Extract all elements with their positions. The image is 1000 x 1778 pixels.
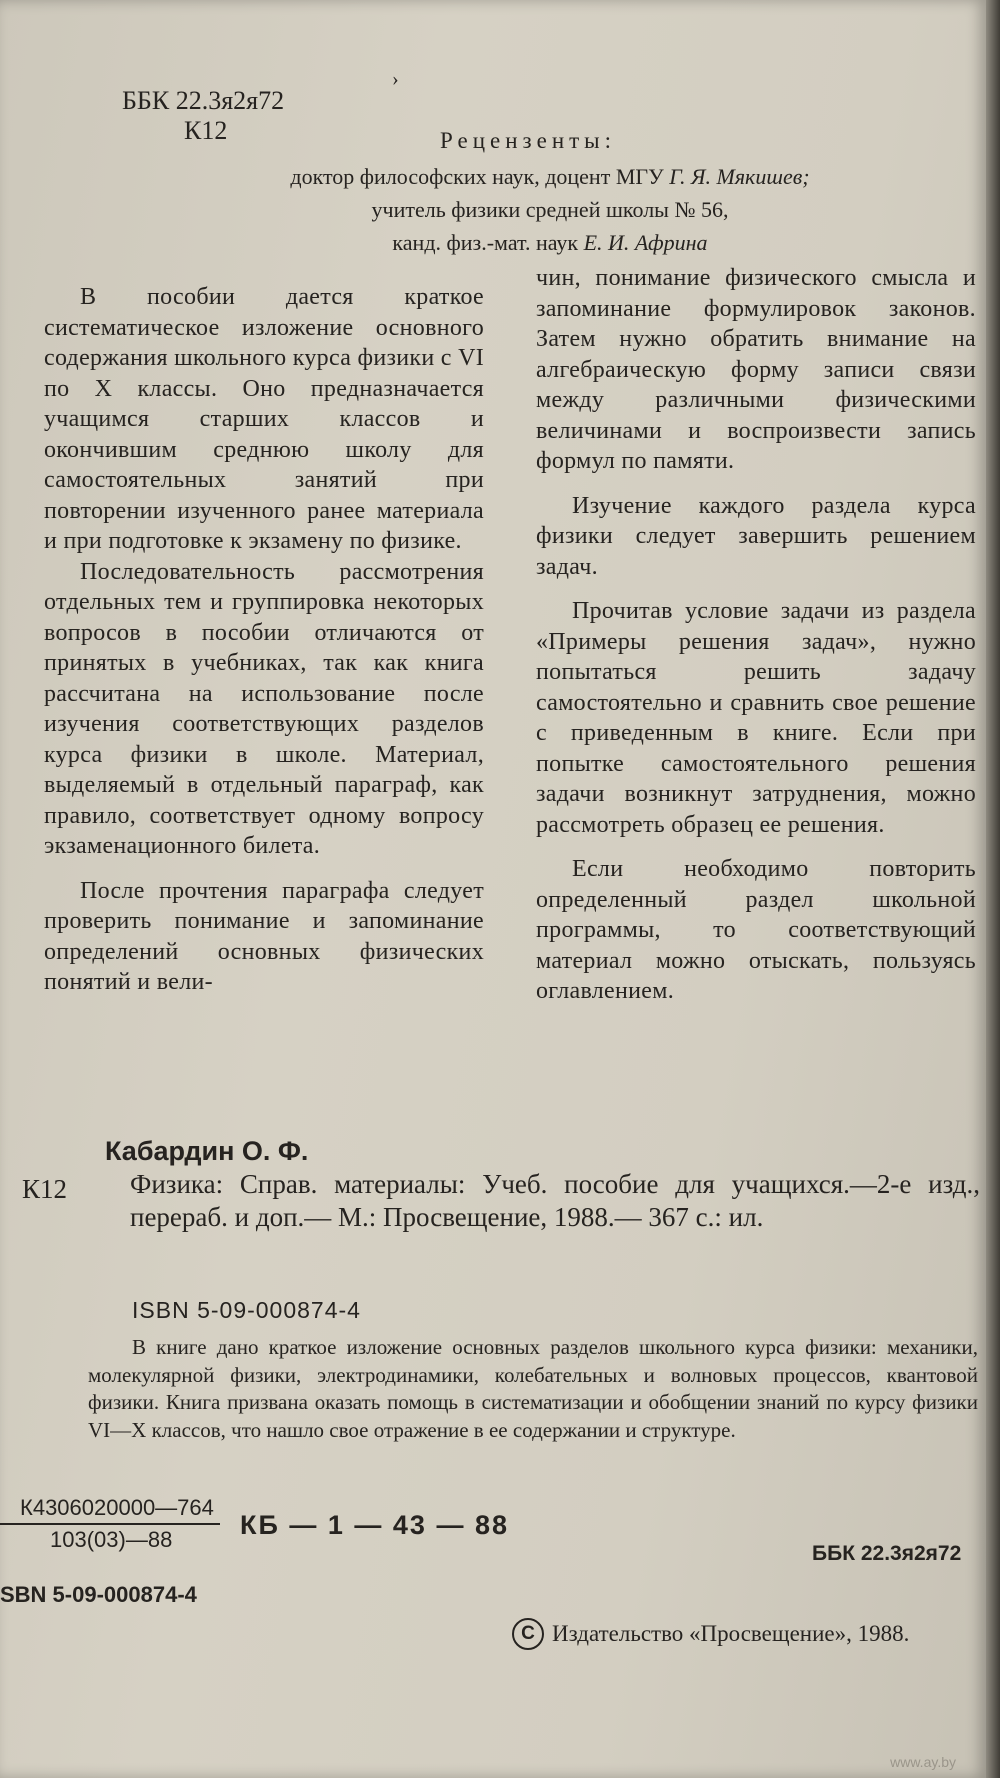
annotation-text: В книге дано краткое изложение основных разделов школьного курса физики: механики, молекулярной физики, электродинамики, колебательных и волновых процессов, квантовой физики. Книга призвана оказать помощь в систематизации и обобщении знаний по курсу физики VI—X классов, что нашло свое отражение в ее содержании и структуре. [88, 1335, 978, 1442]
reviewer-2-title: учитель физики средней школы № 56, [371, 197, 729, 222]
bbk-header [122, 86, 284, 146]
kb-code: КБ — 1 — 43 — 88 [240, 1510, 509, 1540]
card-bibliography: Физика: Справ. материалы: Учеб. пособие для учащихся.—2-е изд., перераб. и доп.— М.: Просвещение, 1988.— 367 с.: ил. [130, 1169, 980, 1232]
preface-paragraph: чин, понимание физического смысла и запоминание формулировок законов. Затем нужно обратить внимание на алгебраическую форму записи связи между различными физическими величинами и воспроизвести запись формул по памяти. [536, 265, 976, 474]
card-isbn: ISBN 5-09-000874-4 [132, 1297, 361, 1323]
reviewer-1 [230, 160, 870, 193]
preface-paragraph: После прочтения параграфа следует проверить понимание и запоминание определений основных физических понятий и вели- [44, 877, 484, 995]
bbk-code: ББК 22.3я2я72 [122, 86, 285, 115]
preface-paragraph: В пособии дается краткое систематическое изложение основного содержания школьного курса физики с VI по X классы. Оно предназначается учащимся старших классов и окончившим среднюю школу для самостоятельных занятий при повторении изученного ранее материала и при подготовке к экзамену по физике. [44, 284, 484, 554]
reviewers-list [230, 160, 870, 259]
watermark: www.ay.by [890, 1754, 956, 1770]
reviewer-2-name: Е. И. Африна [583, 230, 708, 255]
reviewer-1-title: доктор философских наук, доцент МГУ [290, 164, 664, 189]
fraction-numerator [0, 1495, 220, 1525]
copyright-text: Издательство «Просвещение», 1988. [552, 1621, 910, 1646]
catalog-index: К12 [184, 116, 228, 145]
catalog-card [22, 1135, 980, 1234]
reviewer-1-name: Г. Я. Мякишев; [669, 164, 810, 189]
reviewers-title: Рецензенты: [440, 128, 617, 153]
classification-fraction [0, 1495, 220, 1553]
card-index: К12 [22, 1174, 68, 1204]
stray-mark: › [392, 68, 399, 90]
fraction-denominator: 103(03)—88 [50, 1527, 173, 1552]
preface-paragraph: Последовательность рассмотрения отдельных тем и группировка некоторых вопросов в пособии отличаются от принятых в учебниках, так как книга рассчитана на использование после изучения соответствующих разделов курса физики в школе. Материал, выделяемый в отдельный параграф, как правило, соответствует одному вопросу экзаменационного билета. [44, 558, 484, 859]
copyright-line [512, 1618, 909, 1650]
preface-left-column [44, 282, 484, 998]
reviewer-2 [230, 226, 870, 259]
fraction-numerator-text: 4306020000—764 [32, 1495, 214, 1520]
card-author: Кабардин О. Ф. [105, 1136, 309, 1166]
isbn-bottom: SBN 5-09-000874-4 [0, 1582, 197, 1607]
preface-right-column [536, 263, 976, 1007]
copyright-icon: C [512, 1618, 544, 1650]
card-annotation [88, 1334, 978, 1444]
reviewer-2-degree: канд. физ.-мат. наук [392, 230, 579, 255]
preface-paragraph: Изучение каждого раздела курса физики следует завершить решением задач. [536, 492, 976, 580]
bbk-code-bottom: ББК 22.3я2я72 [812, 1542, 962, 1565]
preface-paragraph: Прочитав условие задачи из раздела «Примеры решения задач», нужно попытаться решить задачу самостоятельно и сравнить свое решение с приведенным в книге. Если при попытке самостоятельного решения задачи возникнут затруднения, можно рассмотреть образец ее решения. [536, 598, 976, 838]
fraction-prefix: К [20, 1495, 33, 1520]
preface-paragraph: Если необходимо повторить определенный раздел школьной программы, то соответствующий материал можно отыскать, пользуясь оглавлением. [536, 856, 976, 1004]
book-spine-shadow [986, 0, 1000, 1778]
